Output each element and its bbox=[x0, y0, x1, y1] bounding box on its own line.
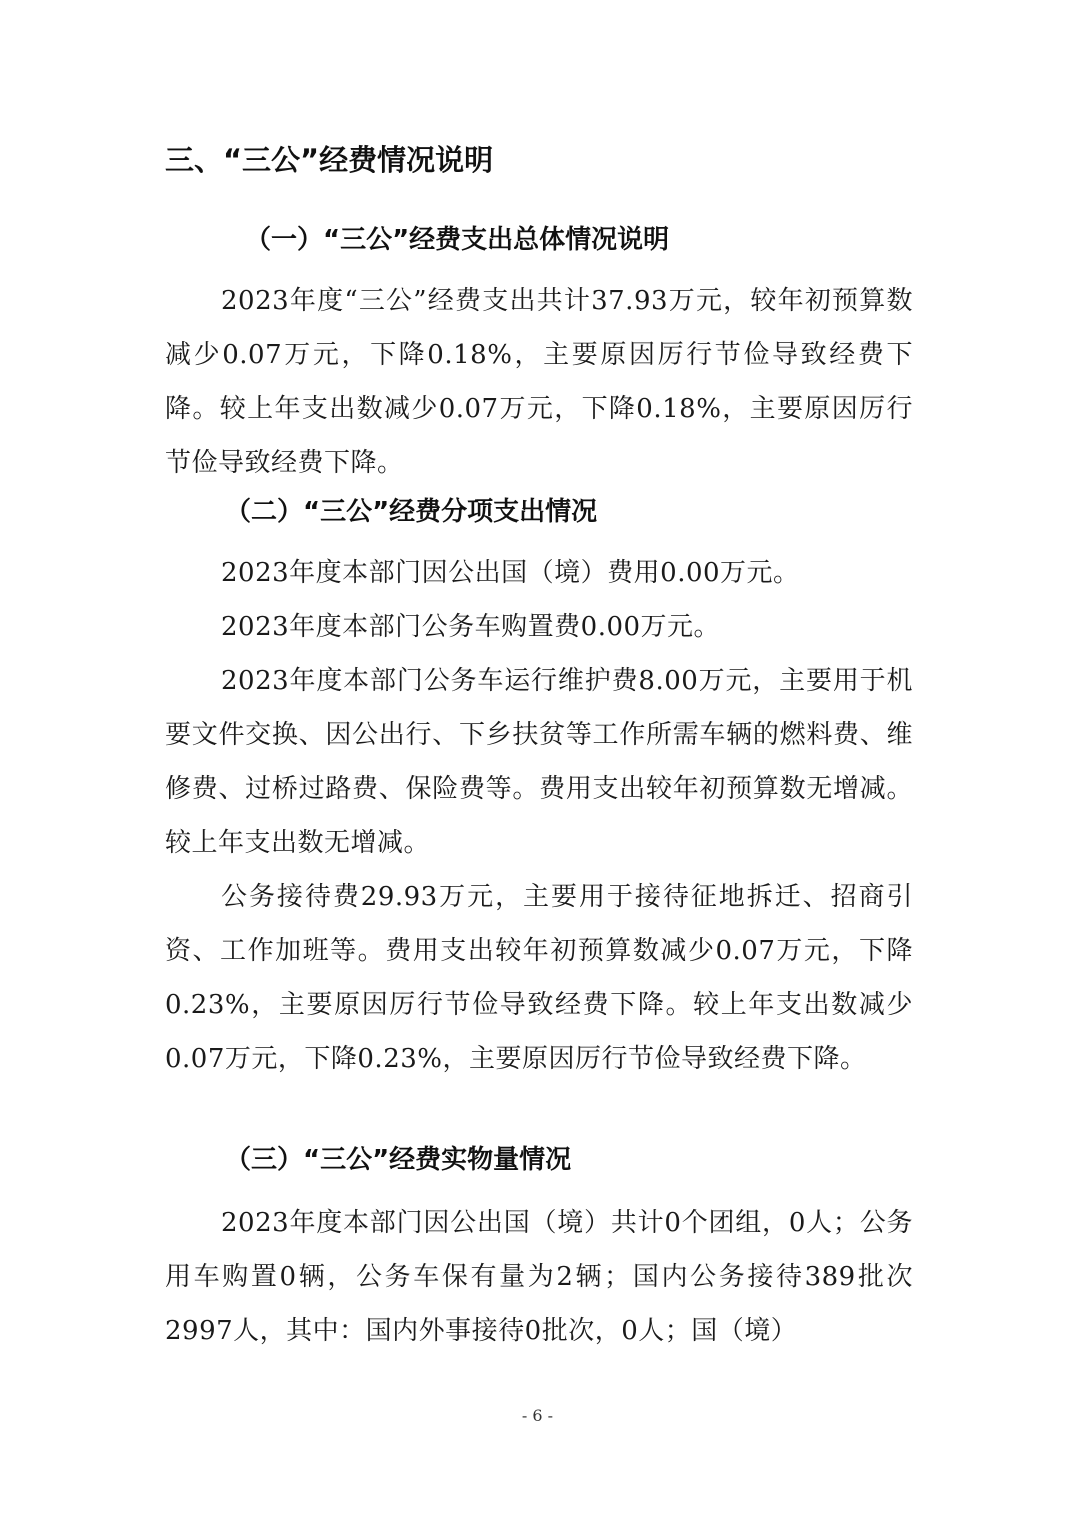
paragraph-vehicle-maintenance: 2023年度本部门公务车运行维护费8.00万元，主要用于机要文件交换、因公出行、下乡扶贫等工作所需车辆的燃料费、维修费、过桥过路费、保险费等。费用支出较年初预算数无增减。较上年支出数无增减。 bbox=[165, 666, 913, 858]
paragraph-reception: 公务接待费29.93万元，主要用于接待征地拆迁、招商引资、工作加班等。费用支出较年初预算数减少0.07万元，下降0.23%，主要原因厉行节俭导致经费下降。较上年支出数减少0.07万元，下降0.23%，主要原因厉行节俭导致经费下降。 bbox=[165, 882, 913, 1074]
subsection-heading-overall: （一）“三公”经费支出总体情况说明 bbox=[245, 225, 670, 255]
subsection-heading-physical: （三）“三公”经费实物量情况 bbox=[225, 1145, 572, 1175]
paragraph-physical-quantity: 2023年度本部门因公出国（境）共计0个团组，0人；公务用车购置0辆，公务车保有量为2辆；国内公务接待389批次2997人，其中：国内外事接待0批次，0人；国（境） bbox=[165, 1208, 913, 1346]
section-title: 三、“三公”经费情况说明 bbox=[165, 143, 494, 177]
page-number: - 6 - bbox=[521, 1406, 554, 1425]
paragraph-vehicle-purchase: 2023年度本部门公务车购置费0.00万元。 bbox=[221, 612, 721, 642]
paragraph-overseas-travel: 2023年度本部门因公出国（境）费用0.00万元。 bbox=[221, 558, 800, 588]
subsection-heading-itemized: （二）“三公”经费分项支出情况 bbox=[225, 497, 598, 527]
paragraph-overall: 2023年度“三公”经费支出共计37.93万元，较年初预算数减少0.07万元，下降0.18%，主要原因厉行节俭导致经费下降。较上年支出数减少0.07万元，下降0.18%，主要原因厉行节俭导致经费下降。 bbox=[165, 286, 913, 478]
